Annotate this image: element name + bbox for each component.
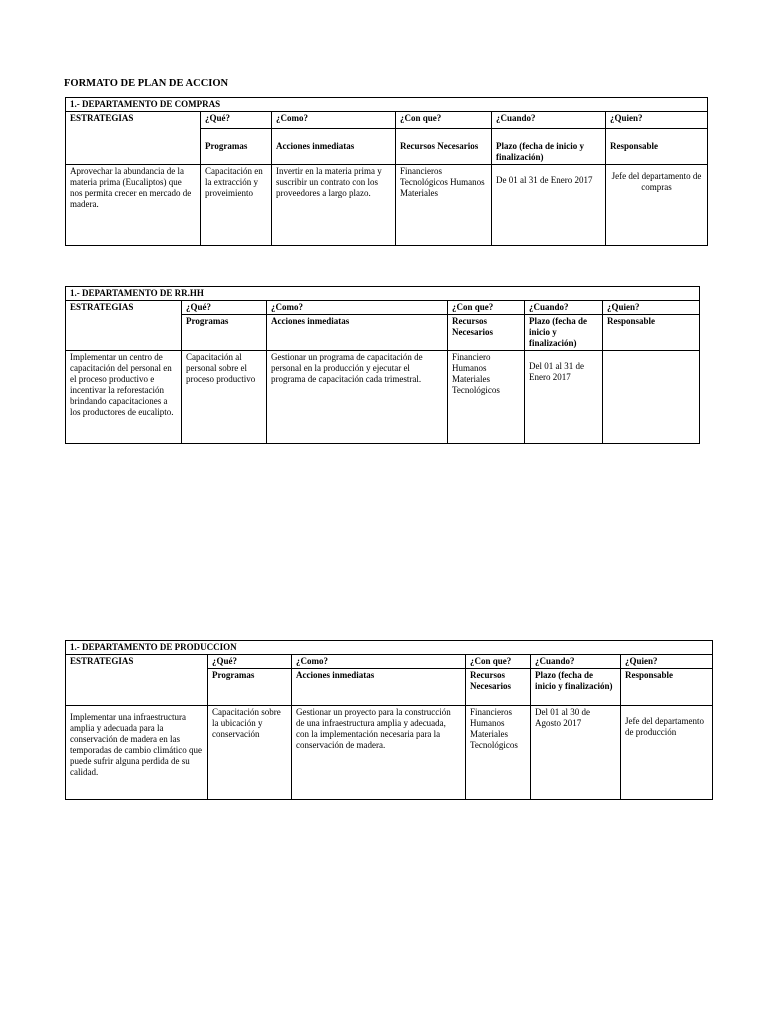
header-acciones: Acciones inmediatas xyxy=(272,129,396,165)
header-cuando: ¿Cuando? xyxy=(531,655,621,669)
header-estrategias: ESTRATEGIAS xyxy=(66,655,208,669)
header-programas: Programas xyxy=(201,129,272,165)
header-con-que: ¿Con que? xyxy=(466,655,531,669)
header-responsable: Responsable xyxy=(621,669,713,706)
header-responsable: Responsable xyxy=(606,129,708,165)
dept-title: 1.- DEPARTAMENTO DE PRODUCCION xyxy=(66,641,713,655)
header-recursos: Recursos Necesarios xyxy=(466,669,531,706)
cell-plazo: Del 01 al 30 de Agosto 2017 xyxy=(531,706,621,800)
header-estrategias-cont xyxy=(66,669,208,706)
header-quien: ¿Quien? xyxy=(603,301,700,315)
cell-estrategia: Aprovechar la abundancia de la materia prima (Eucaliptos) que nos permita crecer en mercado de madera. xyxy=(66,165,201,246)
header-que: ¿Qué? xyxy=(182,301,267,315)
plan-table-rrhh xyxy=(65,286,700,444)
header-plazo: Plazo (fecha de inicio y finalización) xyxy=(531,669,621,706)
header-programas: Programas xyxy=(208,669,292,706)
header-que: ¿Qué? xyxy=(208,655,292,669)
document-title: FORMATO DE PLAN DE ACCION xyxy=(64,78,229,89)
cell-programa: Capacitación al personal sobre el proceso productivo xyxy=(182,351,267,444)
cell-estrategia: Implementar un centro de capacitación del personal en el proceso productivo e incentivar la reforestación brindando capacitaciones a los productores de eucalipto. xyxy=(66,351,182,444)
header-cuando: ¿Cuando? xyxy=(492,112,606,129)
header-responsable: Responsable xyxy=(603,315,700,351)
cell-programa: Capacitación en la extracción y proveimiento xyxy=(201,165,272,246)
cell-responsable xyxy=(603,351,700,444)
header-plazo: Plazo (fecha de inicio y finalización) xyxy=(525,315,603,351)
header-quien: ¿Quien? xyxy=(606,112,708,129)
cell-programa: Capacitación sobre la ubicación y conservación xyxy=(208,706,292,800)
cell-plazo: Del 01 al 31 de Enero 2017 xyxy=(525,351,603,444)
header-quien: ¿Quien? xyxy=(621,655,713,669)
header-que: ¿Qué? xyxy=(201,112,272,129)
header-acciones: Acciones inmediatas xyxy=(267,315,448,351)
header-acciones: Acciones inmediatas xyxy=(292,669,466,706)
header-con-que: ¿Con que? xyxy=(396,112,492,129)
cell-plazo: De 01 al 31 de Enero 2017 xyxy=(492,165,606,246)
cell-recursos: Financiero Humanos Materiales Tecnológicos xyxy=(448,351,525,444)
header-cuando: ¿Cuando? xyxy=(525,301,603,315)
header-como: ¿Como? xyxy=(267,301,448,315)
header-estrategias-cont xyxy=(66,129,201,165)
cell-responsable: Jefe del departamento de producción xyxy=(621,706,713,800)
header-programas: Programas xyxy=(182,315,267,351)
cell-responsable: Jefe del departamento de compras xyxy=(606,165,708,246)
plan-table-compras xyxy=(65,97,708,246)
cell-acciones: Gestionar un programa de capacitación de personal en la producción y ejecutar el programa de capacitación cada trimestral. xyxy=(267,351,448,444)
dept-title: 1.- DEPARTAMENTO DE RR.HH xyxy=(66,287,700,301)
header-estrategias-cont xyxy=(66,315,182,351)
cell-recursos: Financieros Humanos Materiales Tecnológicos xyxy=(466,706,531,800)
plan-table-produccion xyxy=(65,640,713,800)
cell-acciones: Gestionar un proyecto para la construcción de una infraestructura amplia y adecuada, con la implementación necesaria para la conservación de madera. xyxy=(292,706,466,800)
cell-recursos: Financieros Tecnológicos Humanos Materiales xyxy=(396,165,492,246)
header-como: ¿Como? xyxy=(292,655,466,669)
header-estrategias: ESTRATEGIAS xyxy=(66,112,201,129)
dept-title: 1.- DEPARTAMENTO DE COMPRAS xyxy=(66,98,708,112)
header-recursos: Recursos Necesarios xyxy=(396,129,492,165)
header-estrategias: ESTRATEGIAS xyxy=(66,301,182,315)
header-recursos: Recursos Necesarios xyxy=(448,315,525,351)
cell-acciones: Invertir en la materia prima y suscribir un contrato con los proveedores a largo plazo. xyxy=(272,165,396,246)
header-con-que: ¿Con que? xyxy=(448,301,525,315)
cell-estrategia: Implementar una infraestructura amplia y adecuada para la conservación de madera en las temporadas de cambio climático que puede sufrir alguna perdida de su calidad. xyxy=(66,706,208,800)
header-como: ¿Como? xyxy=(272,112,396,129)
header-plazo: Plazo (fecha de inicio y finalización) xyxy=(492,129,606,165)
